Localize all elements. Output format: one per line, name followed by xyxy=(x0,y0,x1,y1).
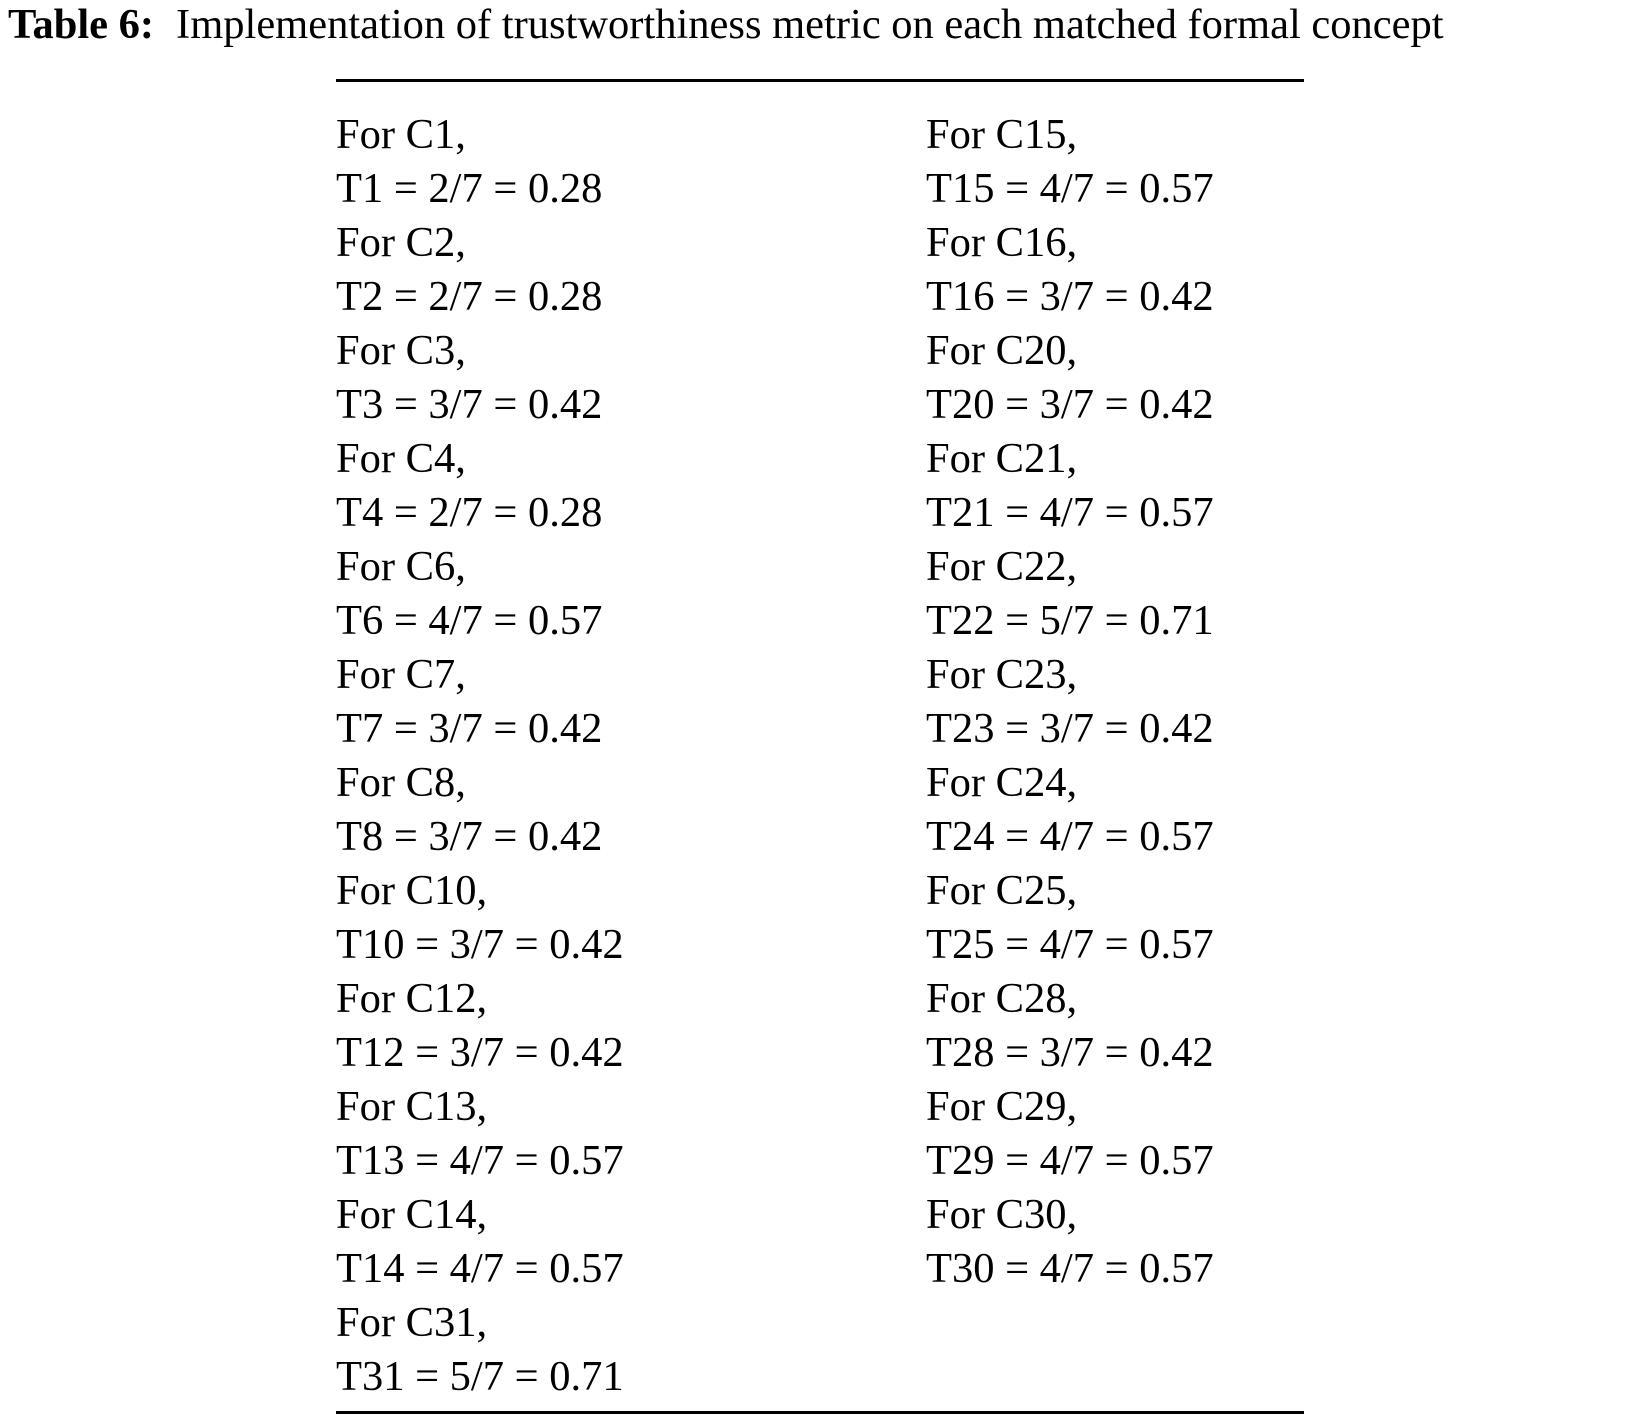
concept-label: For C8, xyxy=(336,759,466,806)
concept-label: For C16, xyxy=(926,219,1078,266)
trust-value: T10 = 3/7 = 0.42 xyxy=(336,921,624,968)
trust-value: T15 = 4/7 = 0.57 xyxy=(926,165,1214,212)
concept-label: For C1, xyxy=(336,111,466,158)
concept-label: For C10, xyxy=(336,867,488,914)
trust-value: T6 = 4/7 = 0.57 xyxy=(336,597,603,644)
table-caption-text: Implementation of trustworthiness metric on each matched formal concept xyxy=(176,1,1444,48)
trust-value: T29 = 4/7 = 0.57 xyxy=(926,1137,1214,1184)
trust-value: T8 = 3/7 = 0.42 xyxy=(336,813,603,860)
concept-label: For C29, xyxy=(926,1083,1078,1130)
concept-label: For C28, xyxy=(926,975,1078,1022)
concept-label: For C15, xyxy=(926,111,1078,158)
trust-value: T23 = 3/7 = 0.42 xyxy=(926,705,1214,752)
table-top-rule xyxy=(336,79,1304,82)
concept-label: For C23, xyxy=(926,651,1078,698)
concept-label: For C14, xyxy=(336,1191,488,1238)
concept-label: For C25, xyxy=(926,867,1078,914)
concept-label: For C21, xyxy=(926,435,1078,482)
table-left-column xyxy=(336,108,624,1404)
trust-value: T1 = 2/7 = 0.28 xyxy=(336,165,603,212)
concept-label: For C12, xyxy=(336,975,488,1022)
concept-label: For C22, xyxy=(926,543,1078,590)
trust-value: T4 = 2/7 = 0.28 xyxy=(336,489,603,536)
trust-value: T24 = 4/7 = 0.57 xyxy=(926,813,1214,860)
concept-label: For C20, xyxy=(926,327,1078,374)
table-caption xyxy=(8,0,1444,50)
trust-value: T16 = 3/7 = 0.42 xyxy=(926,273,1214,320)
concept-label: For C7, xyxy=(336,651,466,698)
trust-value: T25 = 4/7 = 0.57 xyxy=(926,921,1214,968)
concept-label: For C24, xyxy=(926,759,1078,806)
trust-value: T31 = 5/7 = 0.71 xyxy=(336,1353,624,1400)
trust-value: T2 = 2/7 = 0.28 xyxy=(336,273,603,320)
trust-value: T3 = 3/7 = 0.42 xyxy=(336,381,603,428)
concept-label: For C13, xyxy=(336,1083,488,1130)
concept-label: For C3, xyxy=(336,327,466,374)
table-bottom-rule xyxy=(336,1411,1304,1414)
concept-label: For C30, xyxy=(926,1191,1078,1238)
concept-label: For C4, xyxy=(336,435,466,482)
trust-value: T30 = 4/7 = 0.57 xyxy=(926,1245,1214,1292)
table-right-column xyxy=(926,108,1214,1296)
trust-value: T28 = 3/7 = 0.42 xyxy=(926,1029,1214,1076)
trust-value: T21 = 4/7 = 0.57 xyxy=(926,489,1214,536)
trust-value: T12 = 3/7 = 0.42 xyxy=(336,1029,624,1076)
concept-label: For C2, xyxy=(336,219,466,266)
table-caption-label: Table 6: xyxy=(8,1,155,48)
trust-value: T22 = 5/7 = 0.71 xyxy=(926,597,1214,644)
concept-label: For C31, xyxy=(336,1299,488,1346)
trust-value: T13 = 4/7 = 0.57 xyxy=(336,1137,624,1184)
trust-value: T7 = 3/7 = 0.42 xyxy=(336,705,603,752)
concept-label: For C6, xyxy=(336,543,466,590)
trust-value: T20 = 3/7 = 0.42 xyxy=(926,381,1214,428)
trust-value: T14 = 4/7 = 0.57 xyxy=(336,1245,624,1292)
